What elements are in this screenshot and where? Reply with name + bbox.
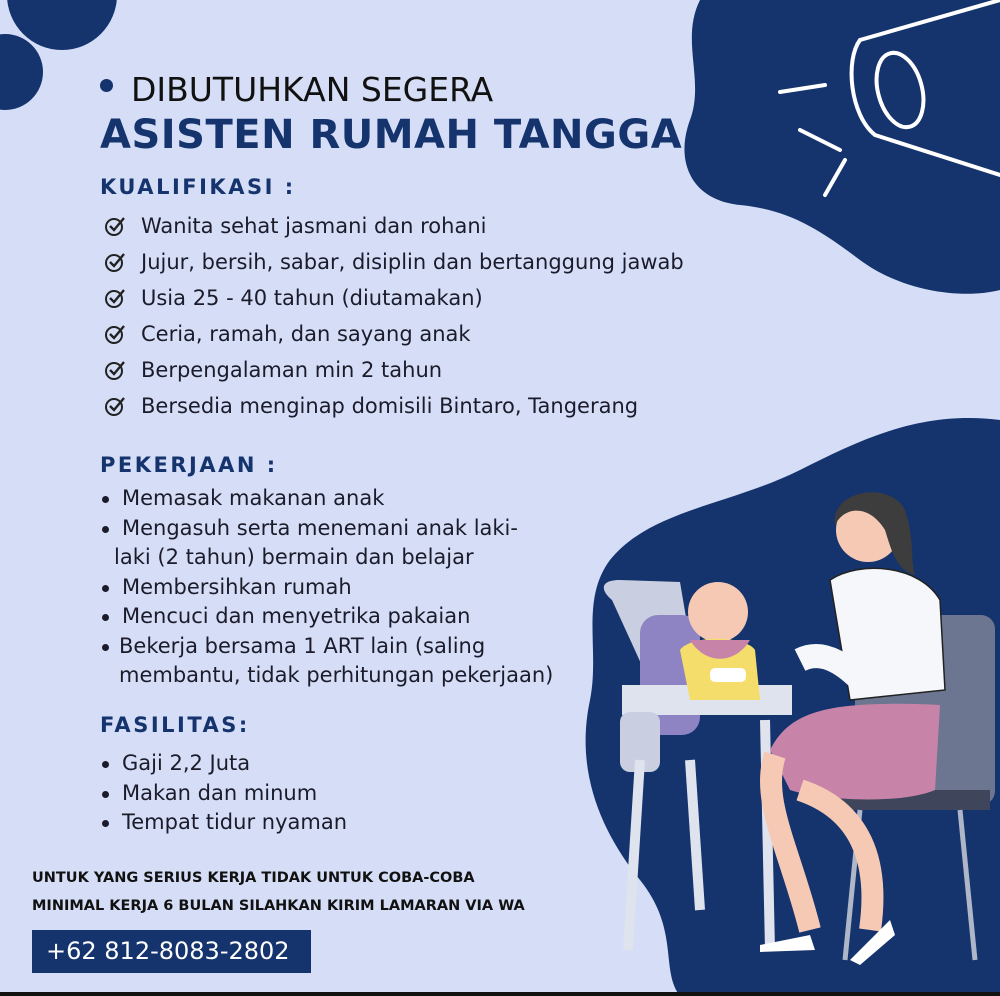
list-item-continuation: membantu, tidak perhitungan pekerjaan) [119, 663, 554, 687]
facilities-heading: FASILITAS: [100, 713, 250, 737]
check-circle-icon [104, 215, 126, 237]
check-circle-icon [104, 395, 126, 417]
item-text: Jujur, bersih, sabar, disiplin dan bertanggung jawab [141, 250, 684, 274]
bottom-border [0, 992, 1000, 996]
list-item [104, 280, 684, 316]
list-item: Mencuci dan menyetrika pakaian [100, 602, 553, 632]
subtitle [100, 70, 493, 109]
top-right-blob [684, 0, 1000, 294]
list-item [104, 208, 684, 244]
list-item [104, 244, 684, 280]
item-text: Bersedia menginap domisili Bintaro, Tangerang [141, 394, 639, 418]
jobs-heading: PEKERJAAN : [100, 453, 278, 477]
check-circle-icon [104, 359, 126, 381]
item-text: Usia 25 - 40 tahun (diutamakan) [141, 286, 483, 310]
qualifications-list [104, 208, 684, 424]
check-circle-icon [104, 251, 126, 273]
jobs-list [100, 484, 553, 691]
facilities-list [100, 749, 347, 838]
footer-note-2: MINIMAL KERJA 6 BULAN SILAHKAN KIRIM LAMARAN VIA WA [32, 898, 525, 914]
list-item: Memasak makanan anak [100, 484, 553, 514]
list-item: Makan dan minum [100, 779, 347, 809]
list-item: Mengasuh serta menemani anak laki- [100, 514, 553, 544]
footer-note-1: UNTUK YANG SERIUS KERJA TIDAK UNTUK COBA-COBA [32, 870, 475, 886]
qualifications-heading: KUALIFIKASI : [100, 175, 296, 199]
page-title: ASISTEN RUMAH TANGGA [100, 112, 683, 158]
whatsapp-phone-number[interactable]: +62 812-8083-2802 [32, 930, 311, 973]
list-item: Gaji 2,2 Juta [100, 749, 347, 779]
check-circle-icon [104, 287, 126, 309]
list-item [104, 316, 684, 352]
item-text: Berpengalaman min 2 tahun [141, 358, 443, 382]
corner-circle [0, 34, 43, 110]
subtitle-text: DIBUTUHKAN SEGERA [131, 70, 494, 109]
list-item [104, 388, 684, 424]
list-item-continuation: laki (2 tahun) bermain dan belajar [114, 545, 474, 569]
check-circle-icon [104, 323, 126, 345]
list-item: Bekerja bersama 1 ART lain (saling [100, 632, 553, 662]
item-text: Ceria, ramah, dan sayang anak [141, 322, 471, 346]
list-item [104, 352, 684, 388]
list-item: Tempat tidur nyaman [100, 808, 347, 838]
list-item: Membersihkan rumah [100, 573, 553, 603]
bullet-dot [100, 79, 113, 92]
item-text: Wanita sehat jasmani dan rohani [141, 214, 487, 238]
